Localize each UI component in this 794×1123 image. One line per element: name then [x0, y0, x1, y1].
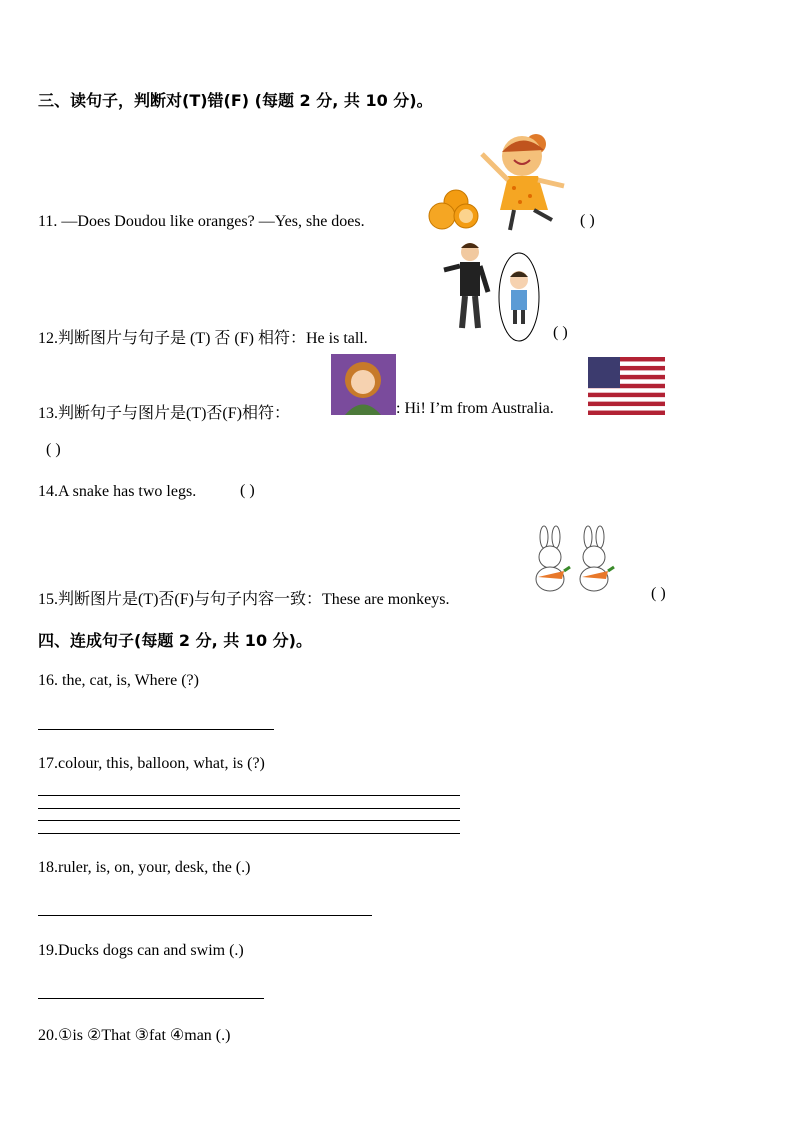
short-boy-illustration: [497, 252, 541, 342]
question-13: 13.判断句子与图片是(T)否(F)相符：: [38, 405, 290, 422]
usa-flag-illustration: [588, 357, 665, 415]
question-14: 14.A snake has two legs.: [38, 483, 197, 500]
answer-box-11[interactable]: ( ): [580, 212, 595, 229]
answer-line-17c[interactable]: [38, 820, 460, 821]
girl-dancing-illustration: [478, 122, 578, 232]
answer-line-16[interactable]: [38, 729, 274, 730]
section4-title: 四、连成句子(每题 2 分, 共 10 分)。: [38, 631, 312, 650]
question-13-sentence: : Hi! I’m from Australia.: [396, 400, 554, 417]
question-16: 16. the, cat, is, Where (?): [38, 672, 199, 689]
rabbits-with-carrots-illustration: [528, 527, 618, 597]
section3-title: 三、读句子，判断对(T)错(F) (每题 2 分, 共 10 分)。: [38, 91, 433, 110]
answer-line-17a[interactable]: [38, 795, 460, 796]
answer-box-14[interactable]: ( ): [240, 482, 255, 499]
answer-line-17b[interactable]: [38, 808, 460, 809]
question-18: 18.ruler, is, on, your, desk, the (.): [38, 859, 251, 876]
question-12: 12.判断图片与句子是 (T) 否 (F) 相符：He is tall.: [38, 330, 368, 347]
answer-line-17d[interactable]: [38, 833, 460, 834]
question-17: 17.colour, this, balloon, what, is (?): [38, 755, 265, 772]
tall-man-illustration: [438, 240, 498, 332]
answer-line-18[interactable]: [38, 915, 372, 916]
question-20: 20.①is ②That ③fat ④man (.): [38, 1027, 231, 1044]
question-19: 19.Ducks dogs can and swim (.): [38, 942, 244, 959]
woman-portrait-illustration: [331, 354, 396, 415]
answer-box-12[interactable]: ( ): [553, 324, 568, 341]
answer-line-19[interactable]: [38, 998, 264, 999]
question-11: 11. —Does Doudou like oranges? —Yes, she does.: [38, 213, 365, 230]
oranges-illustration: [428, 188, 480, 230]
question-15: 15.判断图片是(T)否(F)与句子内容一致：These are monkeys.: [38, 591, 450, 608]
answer-box-13[interactable]: ( ): [46, 441, 61, 458]
answer-box-15[interactable]: ( ): [651, 585, 666, 602]
